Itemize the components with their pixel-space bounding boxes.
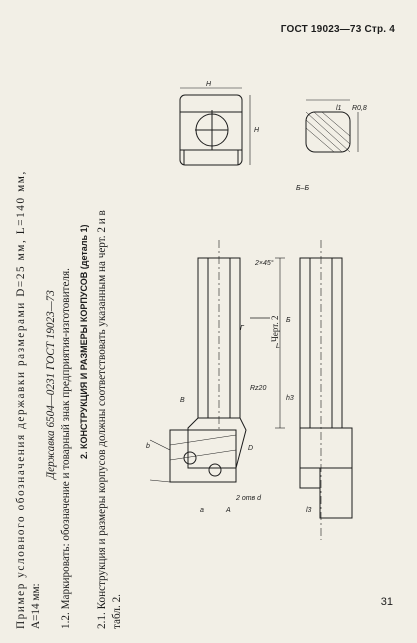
radius-label: R0,8 xyxy=(352,105,367,112)
dim-H-side: H xyxy=(254,127,260,134)
label-A: A xyxy=(226,507,231,514)
end-view xyxy=(180,88,250,165)
page-number: 31 xyxy=(380,596,393,608)
label-D: D xyxy=(248,445,254,452)
standard-number: ГОСТ 19023—73 xyxy=(280,24,362,35)
marking-clause: 1.2. Маркировать: обозначение и товарный знак предприятия-изготовителя. xyxy=(60,268,72,629)
designation-example: Державка 6504—0231 ГОСТ 19023—73 xyxy=(45,290,57,479)
label-h3: h3 xyxy=(286,395,294,402)
roughness-label: Rz20 xyxy=(250,385,267,392)
example-line: Пример условного обозначения державки размерами D=25 мм, L=140 мм, xyxy=(15,170,27,629)
clause-2-1: 2.1. Конструкция и размеры корпусов должны соответствовать указанным на черт. 2 и в xyxy=(96,210,108,629)
label-a: a xyxy=(200,507,204,514)
section-view xyxy=(306,100,358,152)
section-title: 2. КОНСТРУКЦИЯ И РАЗМЕРЫ КОРПУСОВ (деталь 1) xyxy=(79,224,89,459)
page-label: Стр. 4 xyxy=(364,24,395,35)
length-label: L xyxy=(276,343,280,350)
holes-label: 2 отв d xyxy=(236,495,262,502)
dim-H-top: H xyxy=(206,81,212,88)
body-view-left xyxy=(150,240,246,482)
label-l3: l3 xyxy=(306,507,312,514)
clause-2-1-cont: табл. 2. xyxy=(111,594,123,629)
label-B: B xyxy=(180,397,185,404)
label-b: b xyxy=(146,443,150,450)
section-label: Б–Б xyxy=(296,185,310,192)
label-G: Г xyxy=(240,325,244,332)
chamfer-label: 2×45° xyxy=(255,260,274,267)
example-line-cont: A=14 мм: xyxy=(30,583,42,629)
figure-caption: Черт. 2 xyxy=(270,315,280,342)
section-mark: Б xyxy=(286,317,291,324)
label-l1: l1 xyxy=(336,105,342,112)
